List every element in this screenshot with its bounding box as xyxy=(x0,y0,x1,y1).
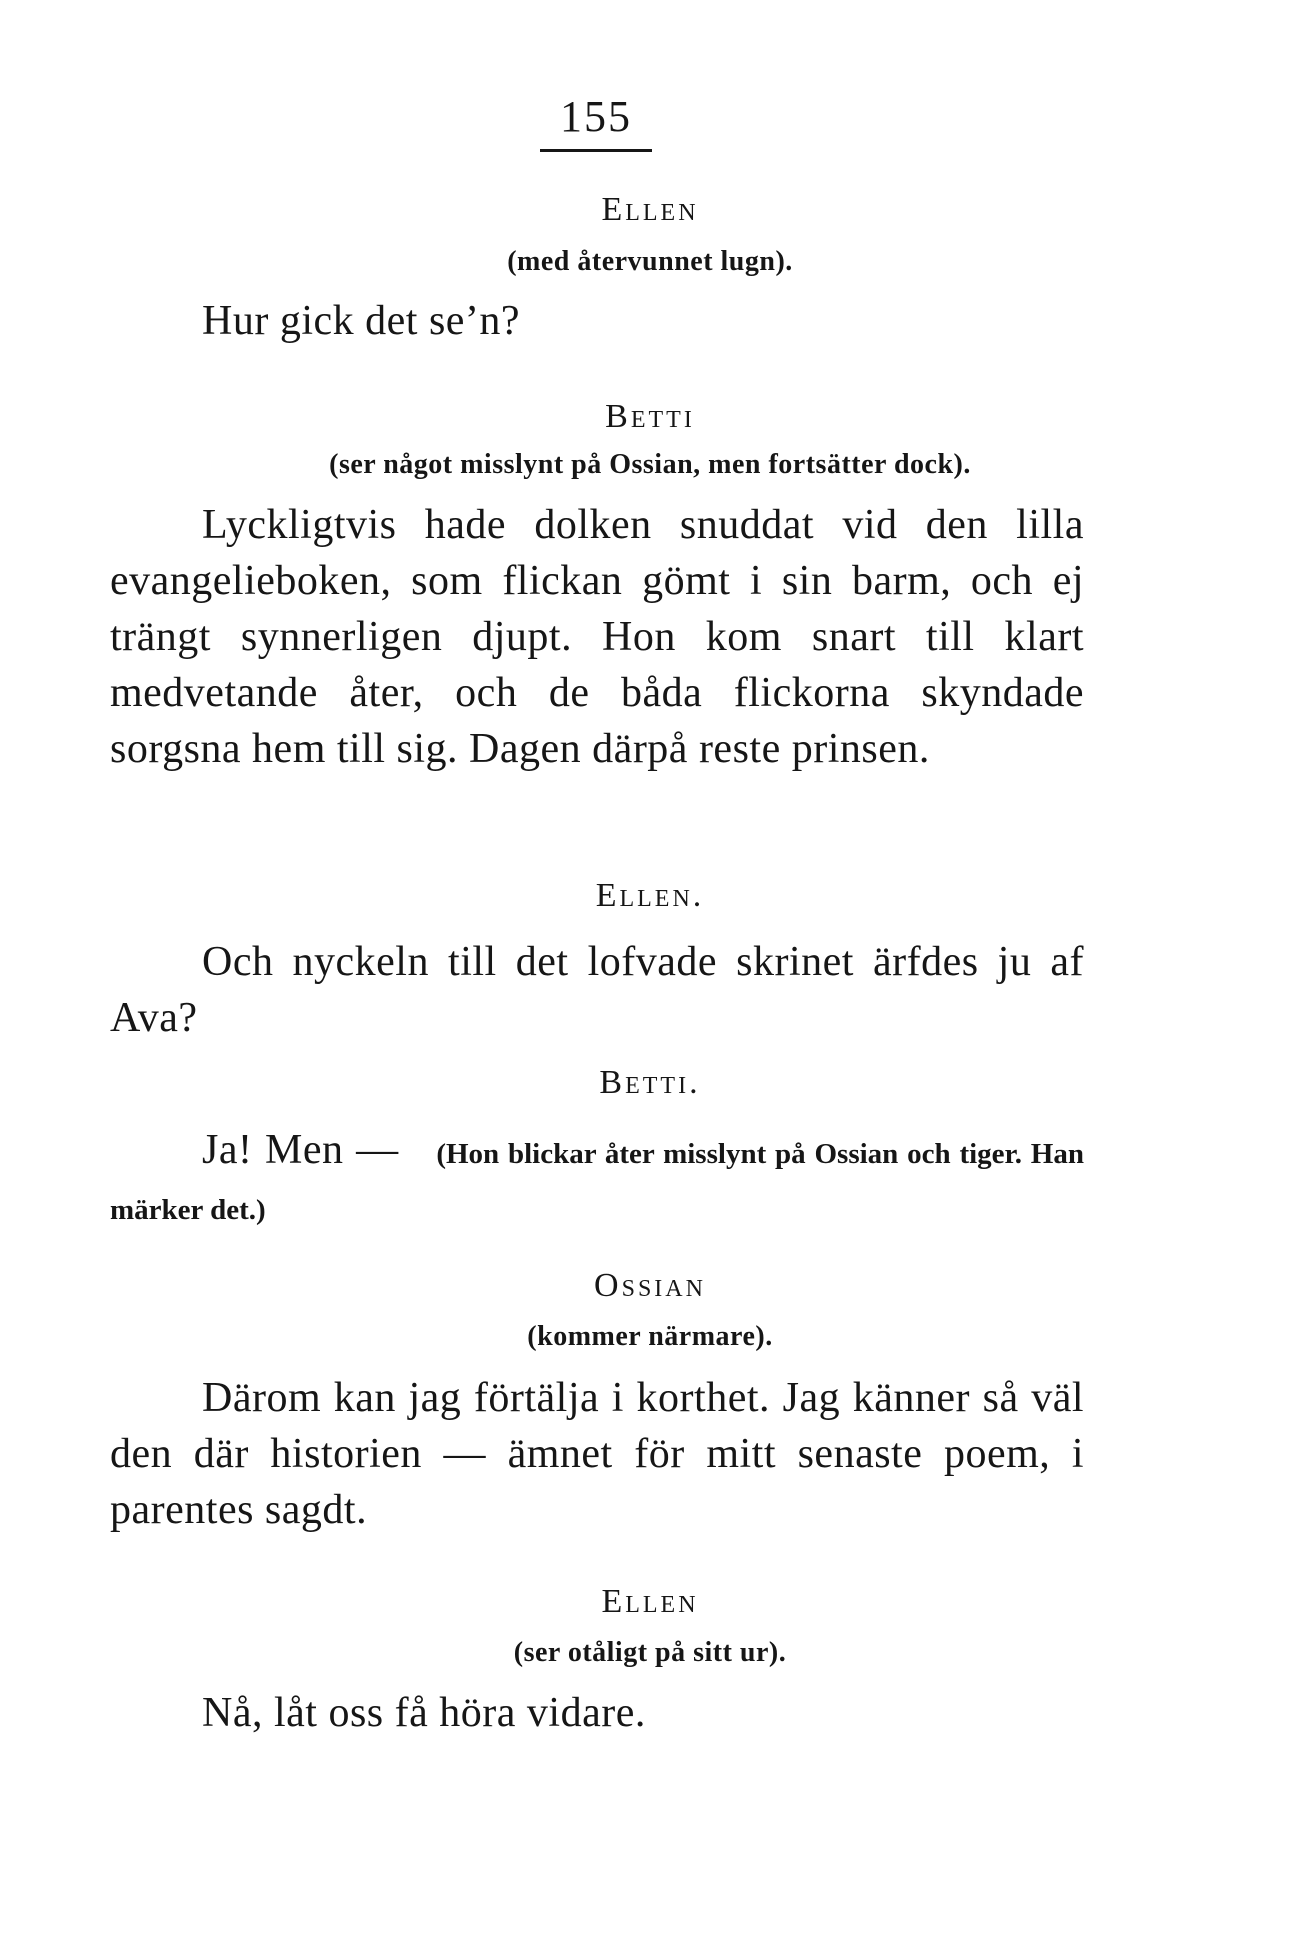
speaker-name: Betti. xyxy=(599,1064,701,1101)
inline-stage-direction: (Hon blickar åter misslynt på Ossian och tiger. Han märker det.) xyxy=(110,1138,1084,1226)
stage-direction: (ser något misslynt på Ossian, men fortsätter dock). xyxy=(329,449,971,480)
page-number: 155 xyxy=(560,92,632,141)
speech-text xyxy=(110,1124,1084,1236)
speaker-name: Ellen xyxy=(601,191,699,228)
speech-text: Och nyckeln till det lofvade skrinet ärfdes ju af Ava? xyxy=(110,939,1084,1041)
speaker-name: Ellen. xyxy=(595,877,705,914)
speech-text: Därom kan jag förtälja i korthet. Jag känner så väl den där historien — ämnet för mitt senaste poem, i parentes sagdt. xyxy=(110,1375,1084,1533)
stage-direction: (ser otåligt på sitt ur). xyxy=(513,1637,787,1668)
speech-text: Lyckligtvis hade dolken snuddat vid den lilla evangelieboken, som flickan gömt i sin barm, och ej trängt synnerligen djupt. Hon kom snart till klart medvetande åter, och de båda flickorna skyndade sorgsna hem till sig. Dagen därpå reste prinsen. xyxy=(110,502,1084,772)
speech-text: Nå, låt oss få höra vidare. xyxy=(202,1690,646,1736)
speaker-name: Betti xyxy=(605,398,695,435)
speaker-name: Ossian xyxy=(594,1267,706,1304)
stage-direction: (med återvunnet lugn). xyxy=(507,246,793,277)
speaker-name: Ellen xyxy=(601,1583,699,1620)
speech-lead: Ja! Men — xyxy=(202,1127,399,1173)
speech-text: Hur gick det se’n? xyxy=(202,298,521,344)
page-number-rule xyxy=(540,149,652,152)
stage-direction: (kommer närmare). xyxy=(527,1321,773,1352)
